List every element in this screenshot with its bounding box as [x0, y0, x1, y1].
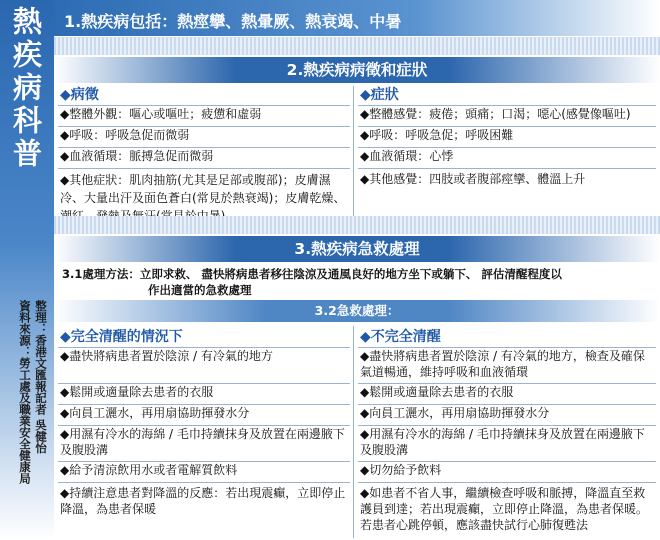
sign-item: ◆呼吸：呼吸急促而微弱 [58, 127, 350, 148]
section3-title: 3.熱疾病急救處理 [54, 236, 660, 262]
unconscious-item: ◆盡快將病患者置於陰涼 / 有冷氣的地方，檢查及確保氣道暢通，維持呼吸和血液循環 [358, 348, 656, 384]
conscious-item: ◆用濕有冷水的海綿 / 毛巾持續抹身及放置在兩邊腋下及腹股溝 [58, 426, 350, 462]
unconscious-item: ◆用濕有冷水的海綿 / 毛巾持續抹身及放置在兩邊腋下及腹股溝 [358, 426, 656, 462]
column-divider [353, 326, 354, 538]
step-3-2: 3.2急救處理： [54, 300, 660, 322]
symptom-item: ◆血液循環：心悸 [358, 148, 656, 169]
unconscious-item: ◆鬆開或適量除去患者的衣服 [358, 384, 656, 405]
conscious-item: ◆給予清涼飲用水或者電解質飲料 [58, 462, 350, 483]
unconscious-item: ◆如患者不省人事，繼續檢查呼吸和脈搏，降溫直至救護員到達；若出現震癲，立即停止降溫，為患者保暖。若患者心跳停頓，應該盡快試行心肺復甦法 [360, 486, 649, 532]
symptom-item: ◆整體感覺：疲倦；頭痛；口渴；噁心(感覺像嘔吐) [358, 106, 656, 127]
separator [54, 37, 660, 55]
conscious-header: ◆完全清醒的情況下 [58, 328, 350, 348]
credit-editor: 整理：香港文匯報記者 吳健怡 [34, 300, 48, 454]
credit-source: 資料來源：勞工處及職業安全健康局 [18, 300, 32, 484]
side-credit [4, 300, 48, 538]
unconscious-header: ◆不完全清醒 [358, 328, 656, 348]
section1-banner [54, 0, 660, 36]
unconscious-item: ◆向員工灑水，再用扇協助揮發水分 [358, 405, 656, 426]
conscious-item: ◆持續注意患者對降溫的反應：若出現震癲，立即停止降溫，為患者保暖 [60, 486, 346, 516]
separator [54, 216, 660, 234]
symptom-item: ◆呼吸：呼吸急促；呼吸困難 [358, 127, 656, 148]
side-title: 熱疾病科普 [9, 6, 43, 171]
section2-title: 2.熱疾病病徵和症狀 [54, 57, 660, 83]
unconscious-item: ◆切勿給予飲料 [358, 462, 656, 483]
conscious-item: ◆盡快將病患者置於陰涼 / 有冷氣的地方 [58, 348, 350, 384]
signs-header: ◆病徵 [58, 86, 350, 106]
sign-item: ◆整體外觀：嘔心或嘔吐；疲憊和虛弱 [58, 106, 350, 127]
conscious-item: ◆向員工灑水，再用扇協助揮發水分 [58, 405, 350, 426]
step-3-1-line1: 3.1處理方法：立即求救、 盡快將病患者移往陰涼及通風良好的地方坐下或躺下、 評估清醒程度以 [62, 267, 562, 281]
step-3-1 [62, 266, 652, 298]
sign-item: ◆其他症狀：肌肉抽筋(尤其是足部或腹部)；皮膚濕冷、大量出汗及面色蒼白(常見於熱衰竭)；皮膚乾燥、 [60, 173, 346, 205]
conscious-item: ◆鬆開或適量除去患者的衣服 [58, 384, 350, 405]
section1-title: 1.熱疾病包括：熱痙攣、熱暈厥、熱衰竭、中暑 [64, 12, 402, 31]
symptom-item: ◆其他感覺：四肢或者腹部痙攣、體溫上升 [360, 172, 586, 186]
column-divider [353, 86, 354, 232]
sign-item: ◆血液循環：脈搏急促而微弱 [58, 148, 350, 169]
step-3-1-line2: 作出適當的急救處理 [148, 283, 252, 297]
sidebar [0, 0, 54, 540]
symptoms-header: ◆症狀 [358, 86, 656, 106]
